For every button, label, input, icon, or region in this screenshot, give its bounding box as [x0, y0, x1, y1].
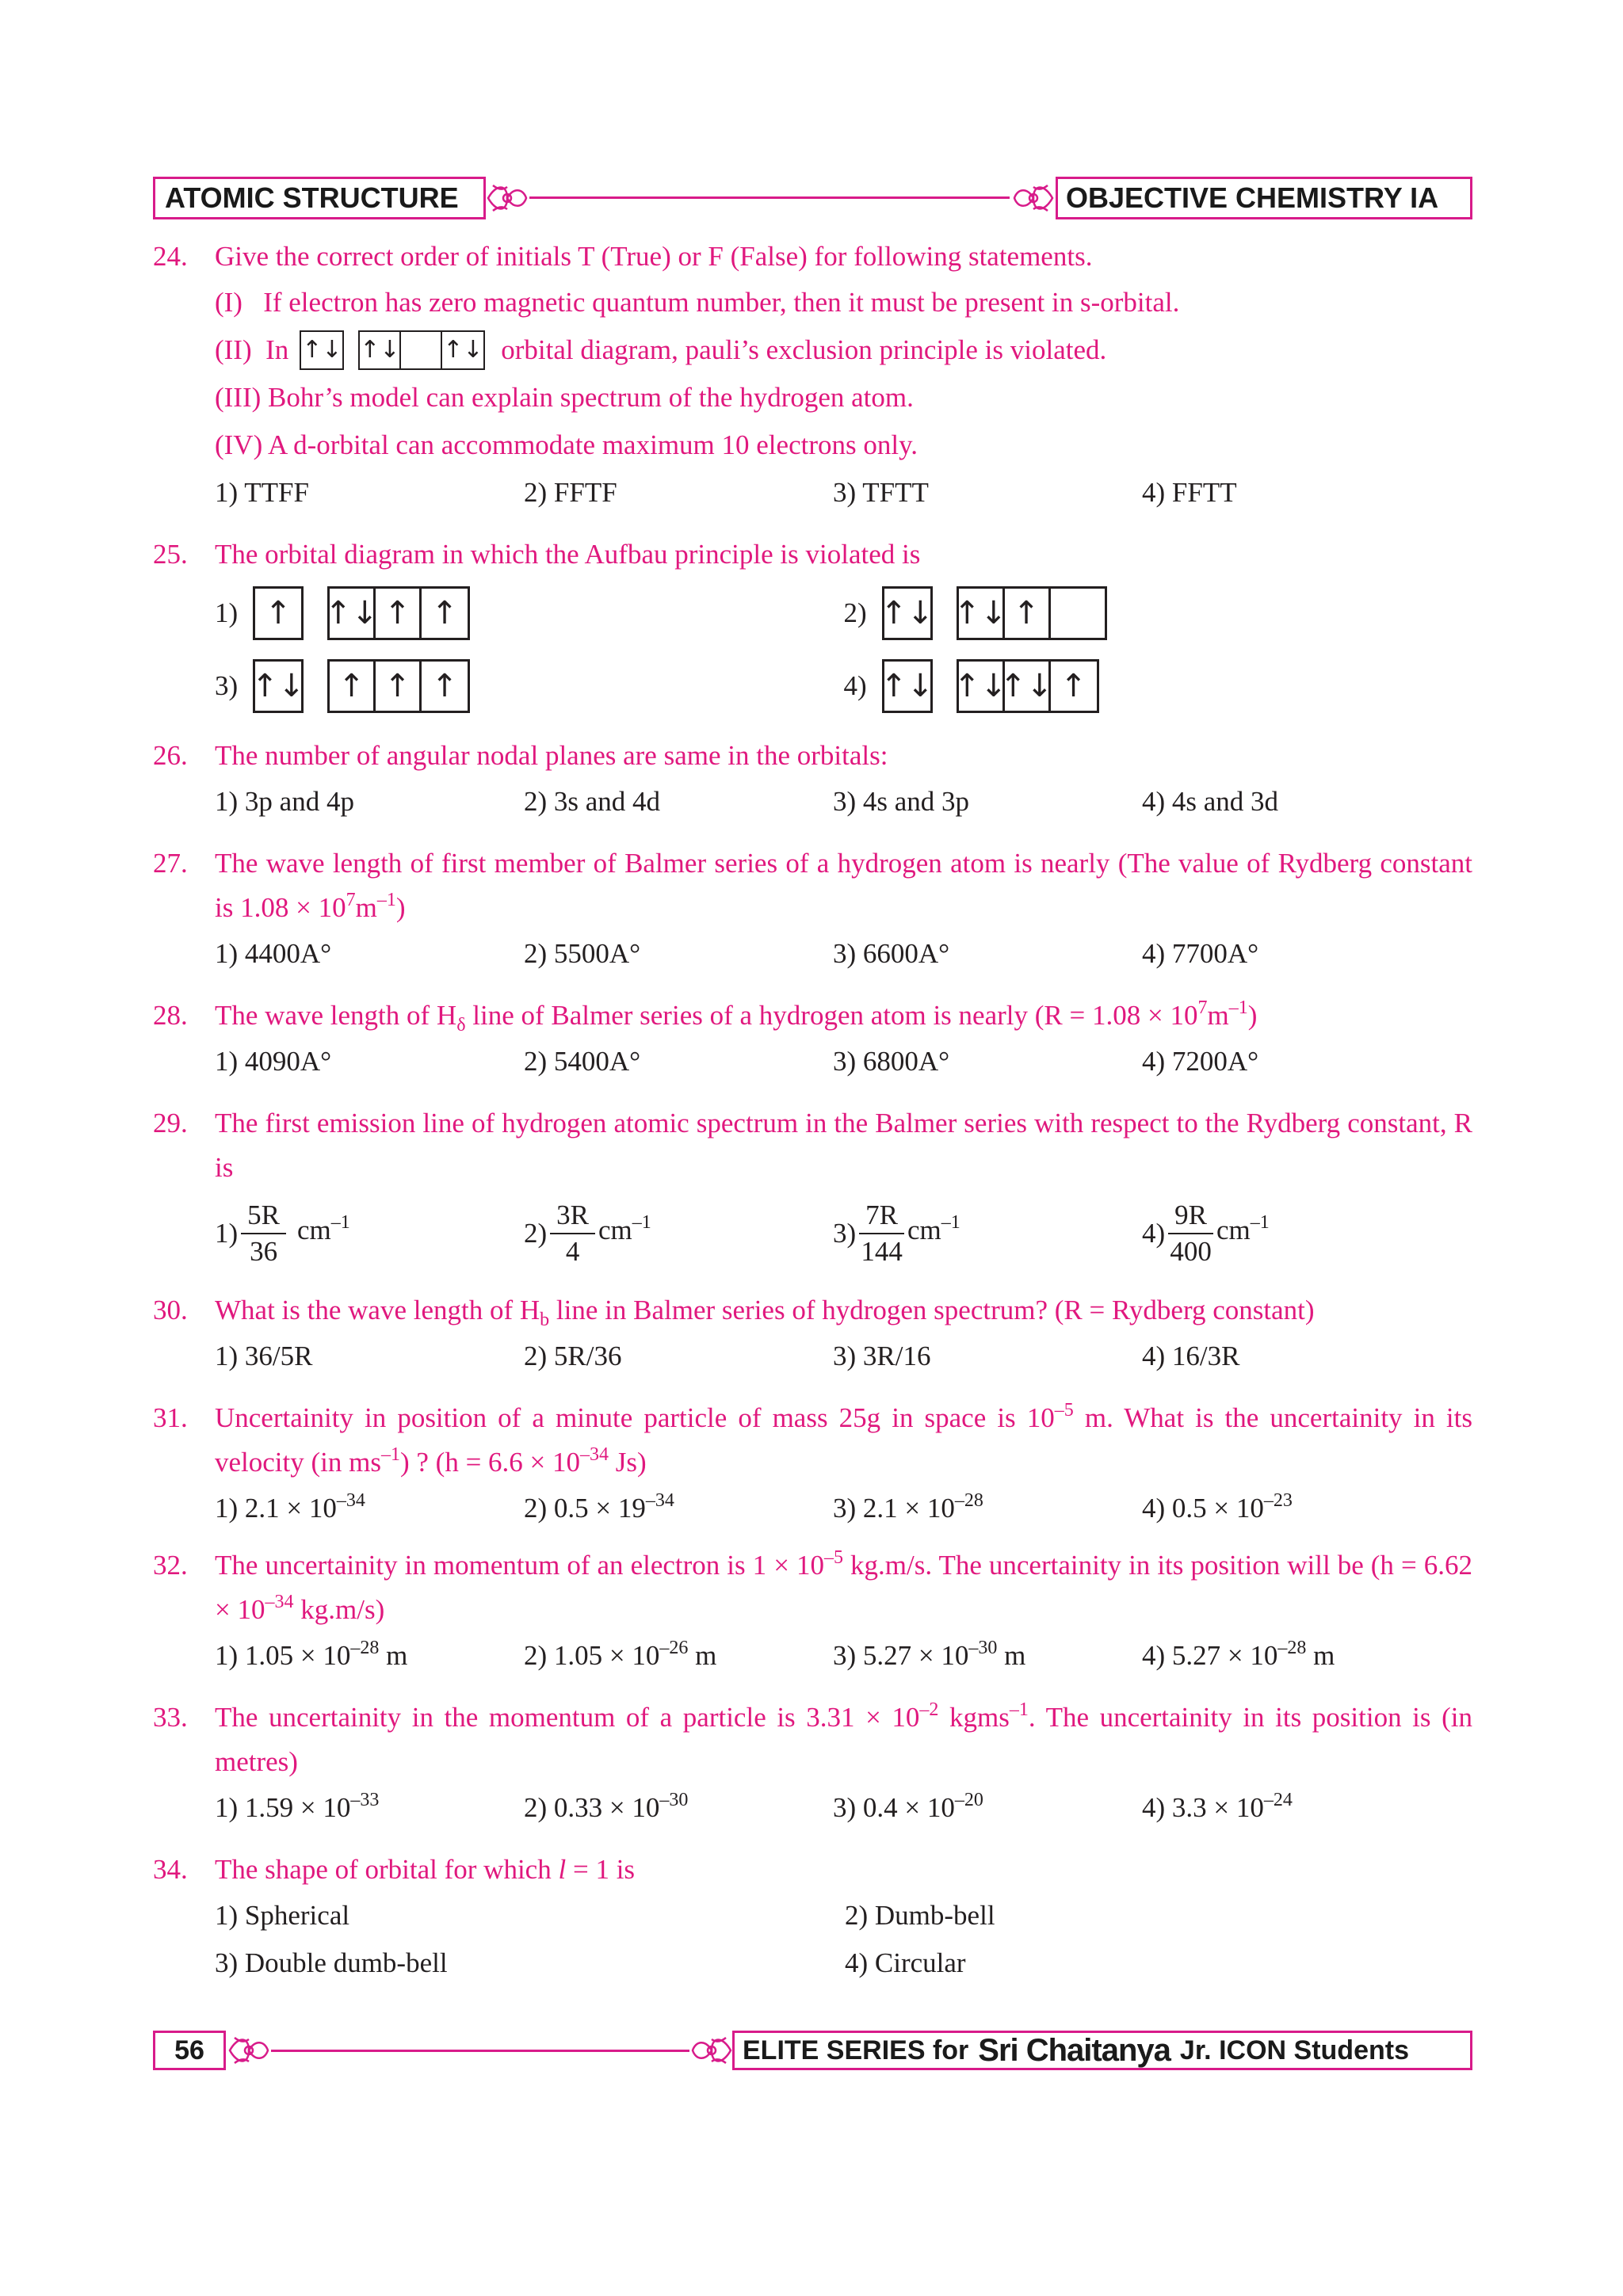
- option-2[interactable]: 2) 5R/36: [524, 1341, 622, 1371]
- fraction: $\frac{7R}{144}$: [859, 1198, 904, 1269]
- footer-brand: Sri Chaitanya: [978, 2032, 1170, 2068]
- option-2[interactable]: 2) ↑↓ ↑↓ ↑: [844, 586, 1473, 640]
- question-number: 27.: [153, 848, 188, 879]
- option-3[interactable]: 3) $2.1 \times 10^{-28}$: [833, 1490, 983, 1524]
- question-number: 29.: [153, 1108, 188, 1138]
- question-number: 33.: [153, 1702, 188, 1733]
- option-1[interactable]: 1) TTFF: [215, 477, 309, 508]
- option-1[interactable]: 1) 4400A°: [215, 938, 332, 969]
- option-2[interactable]: 2) Dumb-bell: [845, 1900, 995, 1931]
- option-1[interactable]: 1) 4090A°: [215, 1046, 332, 1077]
- ornament-right-icon: [1011, 176, 1056, 220]
- option-3[interactable]: 3) 3R/16: [833, 1341, 931, 1371]
- options-26: [153, 778, 1472, 826]
- question-text: What is the wave length of $H_b$ line in Balmer series of hydrogen spectrum? (R = Rydberg constant): [215, 1295, 1315, 1330]
- empty-box: [1051, 589, 1105, 638]
- question-text: The orbital diagram in which the Aufbau principle is violated is: [215, 539, 921, 570]
- option-4[interactable]: 4) 7700A°: [1142, 938, 1259, 969]
- orbital-options-row-1: [153, 577, 1472, 650]
- option-2[interactable]: 2) $1.05 \times 10^{-26}$ m: [524, 1638, 717, 1671]
- empty-box: [401, 332, 442, 368]
- question-number: 34.: [153, 1854, 188, 1885]
- paired-arrows-icon: ↑↓: [302, 336, 342, 364]
- arrow-up-icon: ↑: [431, 595, 458, 631]
- statement-2-suffix: orbital diagram, pauli’s exclusion principle is violated.: [501, 334, 1107, 365]
- statement-3: (III) Bohr’s model can explain spectrum of the hydrogen atom.: [215, 382, 914, 413]
- arrow-up-icon: ↑: [431, 668, 458, 704]
- option-4[interactable]: 4) $0.5 \times 10^{-23}$: [1142, 1490, 1293, 1524]
- orbital-box-p: [953, 586, 1107, 640]
- fraction: $\frac{9R}{400}$: [1168, 1198, 1213, 1269]
- arrow-up-icon: ↑: [265, 595, 292, 631]
- question-30: [153, 1288, 1472, 1333]
- question-number: 31.: [153, 1402, 188, 1433]
- question-34: [153, 1848, 1472, 1892]
- paired-arrows-icon: ↑↓: [880, 595, 934, 631]
- orbital-box-p: [327, 659, 470, 713]
- option-1[interactable]: 1) 36/5R: [215, 1341, 313, 1371]
- option-3[interactable]: 3) $\frac{7R}{144}$ $cm^{-1}$: [833, 1198, 1142, 1269]
- header-left-title: ATOMIC STRUCTURE: [165, 181, 459, 214]
- options-27: [153, 930, 1472, 978]
- question-number: 32.: [153, 1550, 188, 1581]
- question-text: The number of angular nodal planes are same in the orbitals:: [215, 740, 888, 771]
- question-text: The uncertainity in momentum of an electron is $1 \times 10^{-5}$ kg.m/s. The uncertainity in its position will be ($h = 6.62 \times 10^{-34}$ kg.m/s): [215, 1547, 1472, 1625]
- paired-arrows-icon: ↑↓: [360, 332, 401, 368]
- question-text: The first emission line of hydrogen atomic spectrum in the Balmer series with respect to the Rydberg constant, R is: [215, 1108, 1472, 1183]
- orbital-box-s: [253, 659, 304, 713]
- question-25: [153, 532, 1472, 577]
- option-2[interactable]: 2) 5500A°: [524, 938, 641, 969]
- paired-arrows-icon: ↑↓: [959, 662, 1005, 711]
- statement-2: [153, 326, 1472, 374]
- question-number: 24.: [153, 241, 188, 272]
- option-1[interactable]: 1) $2.1 \times 10^{-34}$: [215, 1490, 365, 1524]
- header-right-title: OBJECTIVE CHEMISTRY IA: [1066, 181, 1439, 214]
- paired-arrows-icon: ↑↓: [443, 336, 483, 364]
- question-list: [153, 235, 1472, 1987]
- question-number: 26.: [153, 740, 188, 771]
- option-4[interactable]: 4) $3.3 \times 10^{-24}$: [1142, 1790, 1293, 1823]
- option-3[interactable]: 3) ↑↓ ↑ ↑ ↑: [215, 659, 844, 713]
- option-2[interactable]: 2) 3s and 4d: [524, 786, 661, 817]
- question-33: [153, 1695, 1472, 1784]
- question-27: [153, 841, 1472, 930]
- paired-arrows-icon: ↑↓: [251, 668, 305, 704]
- option-2[interactable]: 2) $0.33 \times 10^{-30}$: [524, 1790, 689, 1823]
- fraction: $\frac{5R}{36}$: [241, 1198, 286, 1269]
- orbital-box-p: [953, 659, 1099, 713]
- option-1[interactable]: 1) $\frac{5R}{36}$ $cm^{-1}$: [215, 1198, 524, 1269]
- question-text: The wave length of $H_\delta$ line of Balmer series of a hydrogen atom is nearly $(R = 1.08 \times 10^7m^{-1})$: [215, 997, 1258, 1035]
- options-29: [153, 1190, 1472, 1277]
- option-1[interactable]: 1) $1.59 \times 10^{-33}$: [215, 1790, 380, 1823]
- fraction: $\frac{3R}{4}$: [550, 1198, 595, 1269]
- orbital-box-2p: [358, 330, 485, 370]
- option-1[interactable]: 1) Spherical: [215, 1900, 350, 1931]
- option-2[interactable]: 2) $0.5 \times 19^{-34}$: [524, 1490, 674, 1524]
- option-4[interactable]: 4) $5.27 \times 10^{-28}$ m: [1142, 1638, 1335, 1671]
- ornament-left-icon: [485, 176, 529, 220]
- question-text: The wave length of first member of Balmer series of a hydrogen atom is nearly (The value of Rydberg constant is $1.08 \times 10^7m^{-1}$): [215, 848, 1472, 923]
- header-left-title-box: [153, 177, 486, 219]
- question-text: Give the correct order of initials T (True) or F (False) for following statements.: [215, 241, 1093, 272]
- option-1[interactable]: 1) ↑ ↑↓ ↑ ↑: [215, 586, 844, 640]
- paired-arrows-icon: ↑↓: [330, 589, 376, 638]
- orbital-box-p: [324, 586, 470, 640]
- header-rule: [529, 196, 1010, 199]
- question-text: The uncertainity in the momentum of a particle is $3.31 \times 10^{-2}$ kgms$^{-1}$. The uncertainity in its position is (in metres): [215, 1699, 1472, 1777]
- option-2[interactable]: 2) $\frac{3R}{4}$ $cm^{-1}$: [524, 1198, 833, 1269]
- arrow-up-icon: ↑: [376, 589, 422, 638]
- option-4[interactable]: 4) ↑↓ ↑↓ ↑↓ ↑: [844, 659, 1473, 713]
- option-4[interactable]: 4) 4s and 3d: [1142, 786, 1279, 817]
- question-28: [153, 994, 1472, 1038]
- options-24: [153, 469, 1472, 517]
- question-number: 30.: [153, 1295, 188, 1325]
- option-3[interactable]: 3) Double dumb-bell: [215, 1947, 448, 1978]
- option-2[interactable]: 2) 5400A°: [524, 1046, 641, 1077]
- option-4[interactable]: 4) $\frac{9R}{400}$ $cm^{-1}$: [1142, 1198, 1451, 1269]
- orbital-box-s: [253, 586, 304, 640]
- page-number-box: [153, 2031, 226, 2070]
- question-text: Uncertainity in position of a minute particle of mass 25g in space is $10^{-5}$ m. What is the uncertainity in its velocity (in $ms^{-1}$) ? ($h = 6.6 \times 10^{-34}$ Js): [215, 1400, 1473, 1478]
- option-4[interactable]: 4) 16/3R: [1142, 1341, 1240, 1371]
- footer-prefix: ELITE SERIES for: [743, 2035, 969, 2065]
- paired-arrows-icon: ↑↓: [1005, 662, 1051, 711]
- statement-1: (I) If electron has zero magnetic quantum number, then it must be present in s-orbital.: [215, 287, 1180, 318]
- arrow-up-icon: ↑: [1060, 668, 1087, 704]
- orbital-box-s: [882, 659, 933, 713]
- option-3[interactable]: 3) 6600A°: [833, 938, 950, 969]
- header-right-title-box: [1056, 177, 1472, 219]
- option-1[interactable]: 1) 3p and 4p: [215, 786, 354, 817]
- option-4[interactable]: 4) FFTT: [1142, 477, 1237, 508]
- question-number: 28.: [153, 1000, 188, 1031]
- orbital-box-s: [882, 586, 933, 640]
- option-4[interactable]: 4) 7200A°: [1142, 1046, 1259, 1077]
- arrow-up-icon: ↑: [376, 662, 422, 711]
- paired-arrows-icon: ↑↓: [880, 668, 934, 704]
- options-34-row-1: [153, 1892, 1472, 1939]
- footer-suffix: Jr. ICON Students: [1179, 2035, 1409, 2065]
- page-number: 56: [174, 2035, 204, 2065]
- option-1[interactable]: 1) $1.05 \times 10^{-28}$ m: [215, 1638, 408, 1671]
- ornament-left-icon: [227, 2028, 271, 2073]
- option-3[interactable]: 3) $5.27 \times 10^{-30}$ m: [833, 1638, 1026, 1671]
- options-31: [153, 1485, 1472, 1532]
- question-24: [153, 235, 1472, 279]
- option-3[interactable]: 3) $0.4 \times 10^{-20}$: [833, 1790, 983, 1823]
- question-number: 25.: [153, 539, 188, 570]
- orbital-box-1s: [300, 330, 344, 370]
- options-32: [153, 1632, 1472, 1680]
- arrow-up-icon: ↑: [330, 662, 376, 711]
- option-3[interactable]: 3) TFTT: [833, 477, 929, 508]
- ornament-right-icon: [689, 2028, 734, 2073]
- arrow-up-icon: ↑: [1005, 589, 1051, 638]
- options-28: [153, 1038, 1472, 1085]
- paired-arrows-icon: ↑↓: [959, 589, 1005, 638]
- options-30: [153, 1333, 1472, 1380]
- question-29: [153, 1101, 1472, 1190]
- question-26: [153, 734, 1472, 778]
- footer-rule: [271, 2050, 689, 2052]
- options-34-row-2: [153, 1939, 1472, 1987]
- question-text: The shape of orbital for which l = 1 is: [215, 1854, 636, 1885]
- statement-4: (IV) A d-orbital can accommodate maximum 10 electrons only.: [215, 429, 918, 460]
- question-31: [153, 1396, 1472, 1485]
- orbital-options-row-2: [153, 650, 1472, 723]
- option-2[interactable]: 2) FFTF: [524, 477, 617, 508]
- statement-2-prefix: (II) In: [215, 334, 289, 365]
- option-4[interactable]: 4) Circular: [845, 1947, 966, 1978]
- footer-series-box: [732, 2031, 1472, 2070]
- options-33: [153, 1784, 1472, 1832]
- option-3[interactable]: 3) 6800A°: [833, 1046, 950, 1077]
- question-32: [153, 1543, 1472, 1632]
- option-3[interactable]: 3) 4s and 3p: [833, 786, 970, 817]
